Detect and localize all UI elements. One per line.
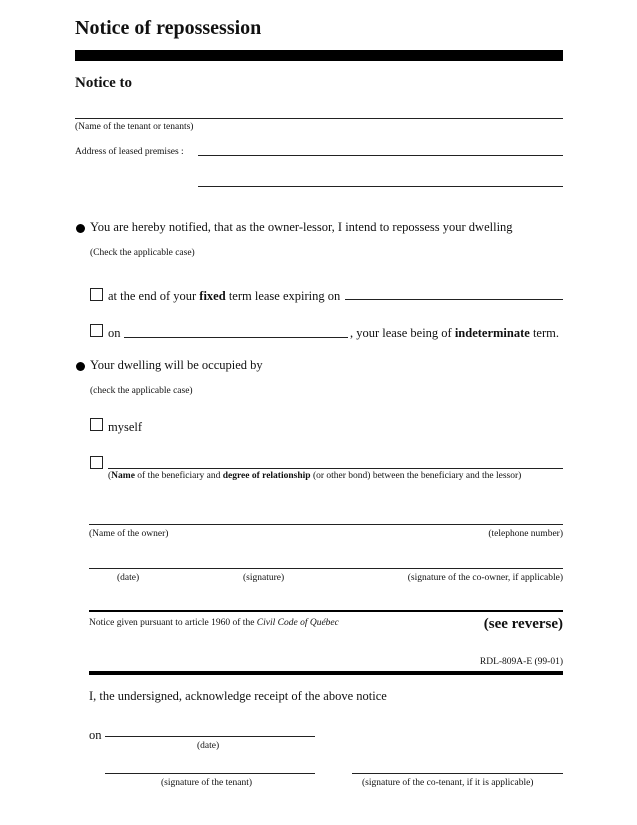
check-case-instruction: (Check the applicable case)	[90, 248, 195, 258]
acknowledge-statement: I, the undersigned, acknowledge receipt of the above notice	[89, 689, 387, 703]
signature-field[interactable]	[89, 568, 563, 569]
check-case-instruction: (check the applicable case)	[90, 386, 193, 396]
notified-statement: You are hereby notified, that as the owner-lessor, I intend to repossess your dwelling	[90, 220, 513, 234]
bullet-icon	[76, 224, 85, 233]
receipt-divider	[89, 671, 563, 675]
fixed-term-checkbox[interactable]	[90, 288, 103, 301]
owner-caption: (Name of the owner)	[89, 529, 169, 539]
owner-name-field[interactable]	[89, 524, 563, 525]
cotenant-signature-field[interactable]	[352, 773, 563, 774]
receipt-on-label: on	[89, 728, 102, 742]
beneficiary-field[interactable]	[108, 468, 563, 469]
civil-code-text: Civil Code of Québec	[256, 618, 339, 628]
address-label: Address of leased premises :	[75, 147, 184, 157]
indeterminate-date-field[interactable]	[124, 337, 348, 338]
receipt-date-field[interactable]	[105, 736, 315, 737]
beneficiary-caption	[108, 471, 521, 481]
pursuant-text: Notice given pursuant to article 1960 of the	[89, 618, 257, 628]
cotenant-signature-caption: (signature of the co-tenant, if it is applicable)	[362, 778, 534, 788]
see-reverse-label: (see reverse)	[483, 616, 563, 632]
page-title: Notice of repossession	[75, 17, 262, 39]
myself-label: myself	[108, 420, 143, 434]
fixed-term-text-post: term lease expiring on	[225, 289, 341, 303]
fixed-term-text-bold: fixed	[199, 289, 226, 303]
beneficiary-caption-part: of the beneficiary and	[134, 471, 223, 481]
telephone-caption: (telephone number)	[488, 529, 563, 539]
tenant-name-caption: (Name of the tenant or tenants)	[75, 122, 194, 132]
beneficiary-caption-degree: degree of relationship	[222, 471, 311, 481]
form-code: RDL-809A-E (99-01)	[479, 657, 563, 667]
indeterminate-term-label	[350, 326, 559, 341]
beneficiary-caption-part: (or other bond) between the beneficiary and the lessor)	[310, 471, 522, 481]
signature-caption: (signature)	[243, 573, 285, 583]
occupied-statement: Your dwelling will be occupied by	[90, 358, 263, 372]
receipt-date-caption: (date)	[197, 741, 220, 751]
fixed-term-text-pre: at the end of your	[108, 289, 200, 303]
tenant-name-field[interactable]	[75, 118, 563, 119]
indeterminate-text-bold: indeterminate	[454, 326, 530, 340]
fixed-term-label	[108, 289, 340, 304]
coowner-signature-caption: (signature of the co-owner, if applicable)	[407, 573, 563, 583]
bullet-icon	[76, 362, 85, 371]
myself-checkbox[interactable]	[90, 418, 103, 431]
address-field-1[interactable]	[198, 155, 563, 156]
fixed-term-expiry-field[interactable]	[345, 299, 563, 300]
pursuant-note	[89, 618, 339, 628]
indeterminate-on-label: on	[108, 326, 121, 340]
beneficiary-checkbox[interactable]	[90, 456, 103, 469]
tenant-signature-field[interactable]	[105, 773, 315, 774]
indeterminate-text-post: term.	[529, 326, 559, 340]
title-bar	[75, 50, 563, 61]
section-divider	[89, 610, 563, 612]
address-field-2[interactable]	[198, 186, 563, 187]
indeterminate-text-pre: , your lease being of	[350, 326, 455, 340]
notice-to-heading: Notice to	[75, 75, 133, 91]
date-caption: (date)	[117, 573, 140, 583]
beneficiary-caption-name: Name	[111, 471, 135, 481]
indeterminate-term-checkbox[interactable]	[90, 324, 103, 337]
beneficiary-caption-part: (	[108, 471, 112, 481]
tenant-signature-caption: (signature of the tenant)	[161, 778, 253, 788]
